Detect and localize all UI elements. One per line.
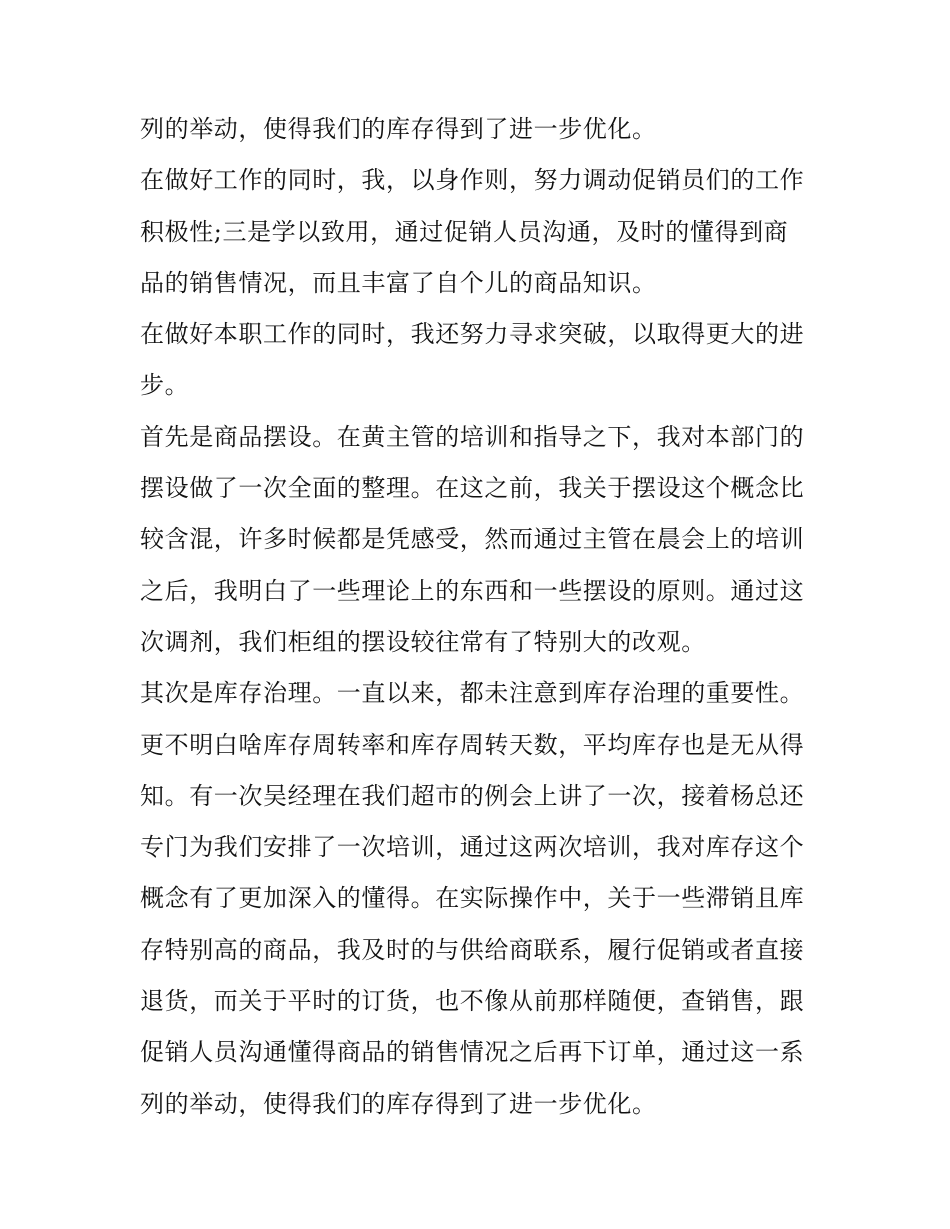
- text-line: 列的举动，使得我们的库存得到了进一步优化。: [140, 115, 657, 143]
- text-line: 在做好工作的同时，我，以身作则，努力调动促销员们的工作: [140, 166, 805, 195]
- document-body: [140, 104, 815, 1130]
- text-line: 较含混，许多时候都是凭感受，然而通过主管在晨会上的培训: [140, 525, 805, 554]
- text-line: 促销人员沟通懂得商品的销售情况之后再下订单，通过这一系: [140, 1038, 805, 1067]
- text-line: 其次是库存治理。一直以来，都未注意到库存治理的重要性。: [140, 679, 805, 708]
- text-line: 存特别高的商品，我及时的与供给商联系，履行促销或者直接: [140, 935, 805, 964]
- text-line: 概念有了更加深入的懂得。在实际操作中，关于一些滞销且库: [140, 884, 805, 913]
- text-line: 首先是商品摆设。在黄主管的培训和指导之下，我对本部门的: [140, 422, 805, 451]
- text-line: 品的销售情况，而且丰富了自个儿的商品知识。: [140, 268, 657, 297]
- text-line: 列的举动，使得我们的库存得到了进一步优化。: [140, 1089, 657, 1118]
- text-line: 之后，我明白了一些理论上的东西和一些摆设的原则。通过这: [140, 576, 805, 605]
- text-line: 次调剂，我们柜组的摆设较往常有了特别大的改观。: [140, 627, 706, 656]
- text-line: 更不明白啥库存周转率和库存周转天数，平均库存也是无从得: [140, 730, 805, 759]
- text-line: 专门为我们安排了一次培训，通过这两次培训，我对库存这个: [140, 833, 805, 862]
- text-line: 积极性;三是学以致用，通过促销人员沟通，及时的懂得到商: [140, 217, 789, 246]
- text-line: 知。有一次吴经理在我们超市的例会上讲了一次，接着杨总还: [140, 781, 805, 810]
- text-line: 摆设做了一次全面的整理。在这之前，我关于摆设这个概念比: [140, 474, 805, 503]
- text-line: 退货，而关于平时的订货，也不像从前那样随便，查销售，跟: [140, 987, 805, 1016]
- text-line: 步。: [140, 371, 190, 400]
- text-line: 在做好本职工作的同时，我还努力寻求突破，以取得更大的进: [140, 320, 805, 349]
